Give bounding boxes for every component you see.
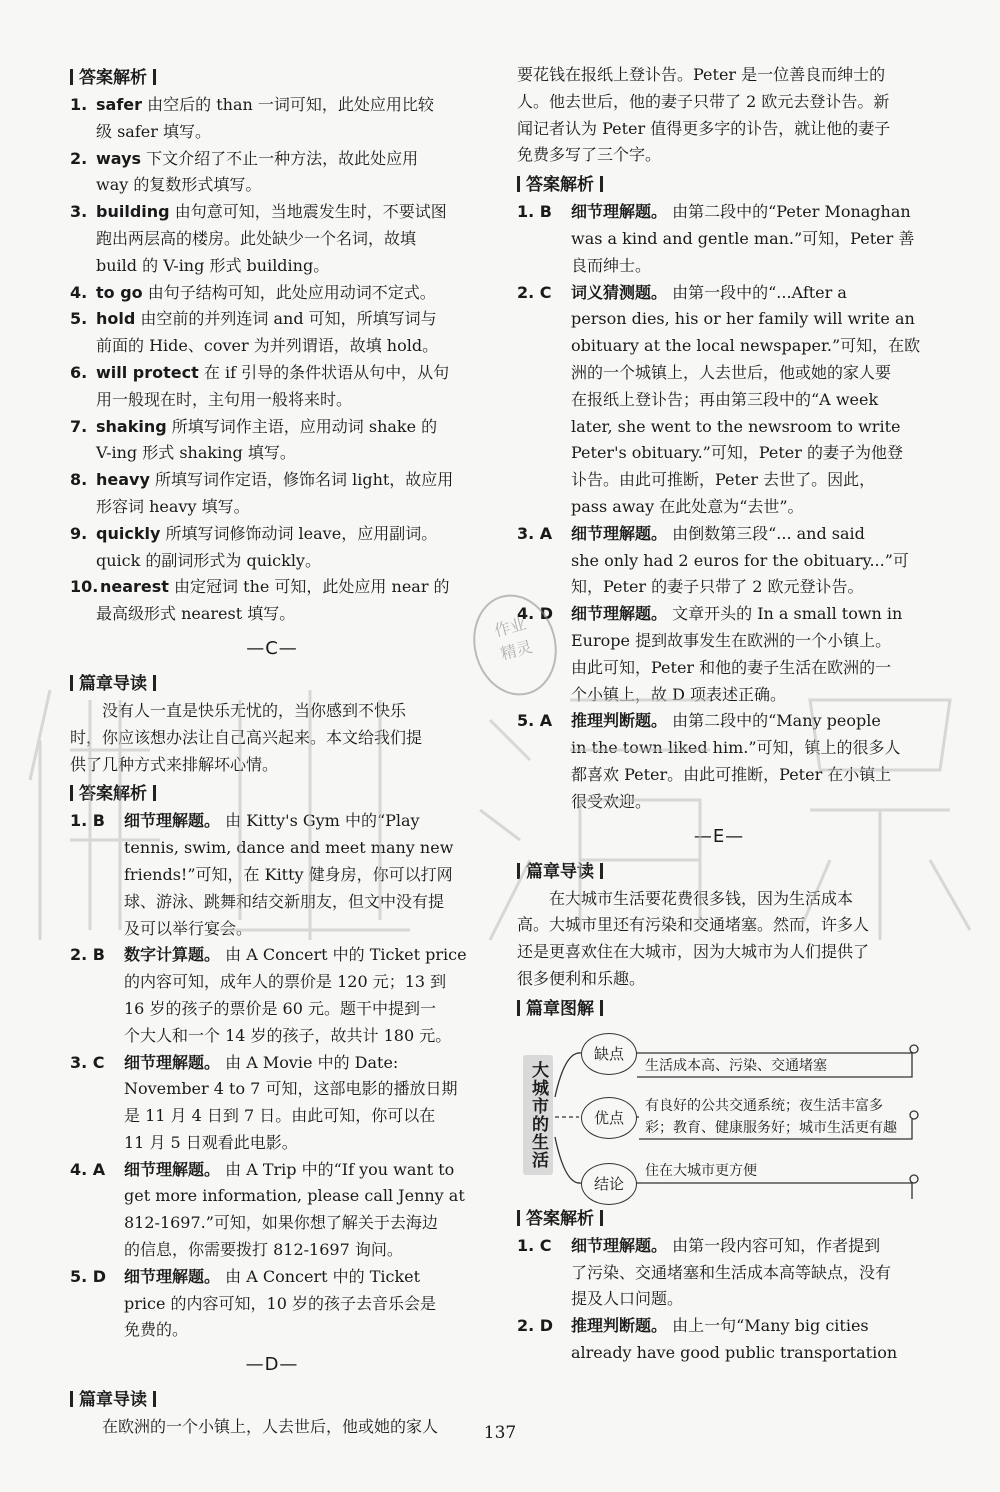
paragraph-line: 供了几种方式来排解坏心情。: [70, 754, 279, 774]
answer-number: 2. D: [517, 1316, 554, 1336]
part-label: —D—: [245, 1354, 299, 1376]
answer-line: was a kind and gentle man.”可知，Peter 善: [571, 228, 915, 248]
section-heading: 答案解析: [517, 1205, 921, 1233]
answer-keyword: nearest: [100, 577, 169, 597]
answer-text: 文章开头的 In a small town in: [672, 604, 903, 624]
answer-keyword: 细节理解题。: [124, 1159, 221, 1179]
answer-line: way 的复数形式填写。: [96, 175, 262, 195]
answer-line: friends!”可知，在 Kitty 健身房，你可以打网: [124, 864, 453, 884]
answer-keyword: quickly: [96, 523, 161, 543]
answer-line: 的信息，你需要拨打 812-1697 询问。: [124, 1240, 403, 1260]
answer-number: 6.: [70, 362, 88, 382]
answer-keyword: 细节理解题。: [124, 1266, 221, 1286]
answer-line: 了污染、交通堵塞和生活成本高等缺点，没有: [571, 1262, 892, 1282]
answer-keyword: 细节理解题。: [124, 811, 221, 831]
answer-line: 洲的一个城镇上，人去世后，他或她的家人要: [571, 362, 892, 382]
answer-number: 4.: [70, 282, 88, 302]
answer-line: 球、游泳、跳舞和结交新朋友，但文中没有提: [124, 891, 445, 911]
answer-item: [517, 1233, 921, 1260]
answer-line: obituary at the local newspaper.”可知，在欧: [571, 336, 921, 356]
answer-line: 用一般现在时，主句用一般将来时。: [96, 389, 353, 409]
answer-text: 在 if 引导的条件状语从句中，从句: [203, 362, 450, 382]
answer-item: [70, 199, 474, 226]
answer-number: 2. B: [70, 945, 105, 965]
answer-text: 所填写词作主语，应用动词 shake 的: [171, 416, 438, 436]
answer-item: [70, 942, 474, 969]
section-heading: 篇章导读: [70, 1386, 474, 1414]
paragraph-line: 要花钱在报纸上登讣告。Peter 是一位善良而绅士的: [517, 65, 886, 84]
answer-text: 由第一段中的“...After a: [672, 282, 847, 302]
mindmap-root: 大城市的生活: [523, 1055, 553, 1175]
part-label: —C—: [246, 637, 298, 659]
answer-keyword: hold: [96, 309, 136, 329]
answer-line: 在报纸上登讣告；再由第三段中的“A week: [571, 389, 879, 409]
answer-line: 是 11 月 4 日到 7 日。由此可知，你可以在: [124, 1106, 436, 1126]
answer-item: [517, 199, 921, 226]
section-heading: 答案解析: [70, 780, 474, 808]
answer-line: pass away 在此处意为“去世”。: [571, 496, 804, 516]
answer-text: 由第二段中的“Many people: [672, 711, 881, 731]
paragraph-line: 人。他去世后，他的妻子只带了 2 欧元去登讣告。新: [517, 91, 890, 111]
mindmap-node-conclusion: 结论: [581, 1163, 637, 1205]
answer-text: 由 A Concert 中的 Ticket price: [225, 945, 467, 965]
answer-line: 形容词 heavy 填写。: [96, 496, 250, 516]
answer-keyword: 词义猜测题。: [571, 282, 668, 302]
answer-number: 1. B: [70, 811, 105, 831]
paragraph-line: 闻记者认为 Peter 值得更多字的讣告，就让他的妻子: [517, 118, 891, 138]
section-heading: 答案解析: [517, 171, 921, 199]
answer-text: 由空前的并列连词 and 可知，所填写词与: [140, 309, 437, 329]
svg-text:作业: 作业: [492, 613, 529, 641]
answer-keyword: 推理判断题。: [571, 711, 668, 731]
page-number: 137: [483, 1423, 517, 1443]
answer-number: 3.: [70, 202, 88, 222]
answer-item: [70, 414, 474, 441]
answer-number: 4. A: [70, 1159, 106, 1179]
answer-text: 由 A Trip 中的“If you want to: [225, 1159, 455, 1179]
answer-text: 由 A Movie 中的 Date:: [225, 1052, 399, 1072]
section-heading: 答案解析: [70, 64, 474, 92]
answer-item: [517, 1313, 921, 1340]
answer-number: 4. D: [517, 604, 554, 624]
answer-item: [517, 601, 921, 628]
answer-item: [70, 92, 474, 119]
section-heading: 篇章导读: [70, 670, 474, 698]
answer-line: November 4 to 7 可知，这部电影的播放日期: [124, 1079, 458, 1099]
answer-number: 10.: [70, 577, 99, 597]
answer-text: 由第一段内容可知，作者提到: [672, 1235, 881, 1255]
answer-text: 由 Kitty's Gym 中的“Play: [225, 811, 420, 831]
answer-item: [70, 146, 474, 173]
answer-line: 提及人口问题。: [571, 1289, 684, 1309]
answer-line: 知，Peter 的妻子只带了 2 欧元登讣告。: [571, 577, 864, 597]
answer-keyword: 数字计算题。: [124, 945, 221, 965]
answer-number: 2.: [70, 148, 88, 168]
answer-item: [70, 521, 474, 548]
answer-line: 良而绅士。: [571, 255, 652, 275]
answer-line: already have good public transportation: [571, 1342, 898, 1362]
answer-number: 8.: [70, 470, 88, 490]
answer-text: 由 A Concert 中的 Ticket: [225, 1266, 421, 1286]
paragraph-line: 在欧洲的一个小镇上，人去世后，他或她的家人: [102, 1417, 439, 1437]
answer-number: 7.: [70, 416, 88, 436]
answer-line: get more information, please call Jenny at: [124, 1186, 465, 1206]
answer-line: 16 岁的孩子的票价是 60 元。题干中提到一: [124, 998, 436, 1018]
answer-item: [517, 280, 921, 307]
answer-text: 由句子结构可知，此处应用动词不定式。: [147, 282, 436, 302]
answer-line: 前面的 Hide、cover 为并列谓语，故填 hold。: [96, 336, 439, 356]
answer-text: 由句意可知，当地震发生时，不要试图: [174, 202, 447, 222]
answer-text: 由定冠词 the 可知，此处应用 near 的: [174, 577, 450, 597]
answer-line: quick 的副词形式为 quickly。: [96, 550, 321, 570]
answer-keyword: will protect: [96, 362, 199, 382]
answer-item: [70, 360, 474, 387]
answer-line: V-ing 形式 shaking 填写。: [96, 443, 296, 463]
answer-line: 最高级形式 nearest 填写。: [96, 604, 296, 624]
section-heading: 篇章图解: [517, 995, 921, 1023]
answer-text: 所填写词作定语，修饰名词 light，故应用: [155, 470, 454, 490]
mindmap-text: 彩；教育、健康服务好；城市生活更有趣: [645, 1119, 897, 1136]
answer-line: 的内容可知，成年人的票价是 120 元；13 到: [124, 972, 447, 992]
answer-line: 跑出两层高的楼房。此处缺少一个名词，故填: [96, 228, 417, 248]
answer-line: 及可以举行宴会。: [124, 918, 253, 938]
paragraph-line: 很多便利和乐趣。: [517, 968, 646, 988]
answer-keyword: 细节理解题。: [571, 523, 668, 543]
answer-line: price 的内容可知，10 岁的孩子去音乐会是: [124, 1293, 436, 1313]
answer-line: Peter's obituary.”可知，Peter 的妻子为他登: [571, 443, 904, 463]
answer-number: 1.: [70, 95, 88, 114]
answer-item: [70, 467, 474, 494]
answer-line: Europe 提到故事发生在欧洲的一个小镇上。: [571, 630, 892, 650]
paragraph-line: 时，你应该想办法让自己高兴起来。本文给我们提: [70, 727, 423, 747]
answer-line: 11 月 5 日观看此电影。: [124, 1132, 298, 1152]
answer-line: tennis, swim, dance and meet many new: [124, 838, 454, 858]
answer-item: [70, 808, 474, 835]
paragraph-line: 还是更喜欢住在大城市，因为大城市为人们提供了: [517, 942, 870, 962]
answer-number: 5. D: [70, 1266, 107, 1286]
answer-item: [517, 521, 921, 548]
answer-line: 个小镇上，故 D 项表述正确。: [571, 684, 787, 704]
answer-line: she only had 2 euros for the obituary...”可: [571, 550, 909, 570]
answer-number: 1. C: [517, 1235, 552, 1255]
paragraph-line: 没有人一直是快乐无忧的，当你感到不快乐: [102, 700, 407, 720]
stamp-logo: [470, 590, 560, 700]
section-heading: 篇章导读: [517, 858, 921, 886]
answer-number: 5.: [70, 309, 88, 329]
answer-number: 5. A: [517, 711, 553, 731]
mindmap-node-disadvantages: 缺点: [581, 1033, 637, 1075]
answer-line: later, she went to the newsroom to write: [571, 416, 901, 436]
mindmap-text: 有良好的公共交通系统；夜生活丰富多: [645, 1097, 883, 1114]
answer-number: 3. A: [517, 523, 553, 543]
mindmap-text: 生活成本高、污染、交通堵塞: [645, 1057, 827, 1074]
answer-keyword: 推理判断题。: [571, 1316, 668, 1336]
answer-keyword: ways: [96, 148, 142, 168]
answer-text: 由上一句“Many big cities: [672, 1316, 869, 1336]
paragraph-line: 在大城市生活要花费很多钱，因为生活成本: [549, 888, 854, 908]
answer-line: 级 safer 填写。: [96, 121, 211, 141]
answer-text: 由倒数第三段“... and said: [672, 523, 865, 543]
answer-line: 很受欢迎。: [571, 791, 652, 811]
answer-item: [70, 280, 474, 307]
answer-line: 812-1697.”可知，如果你想了解关于去海边: [124, 1213, 438, 1233]
answer-item: [517, 708, 921, 735]
answer-keyword: safer: [96, 95, 143, 114]
answer-text: 由第二段中的“Peter Monaghan: [672, 202, 911, 222]
answer-item: [70, 1264, 474, 1291]
answer-number: 1. B: [517, 202, 552, 222]
answer-item: [70, 574, 474, 601]
answer-keyword: heavy: [96, 470, 150, 490]
right-column: [517, 62, 921, 1367]
answer-line: 讣告。由此可推断，Peter 去世了。因此，: [571, 470, 876, 490]
answer-line: build 的 V-ing 形式 building。: [96, 255, 330, 275]
svg-text:精灵: 精灵: [498, 636, 535, 664]
answer-line: 由此可知，Peter 和他的妻子生活在欧洲的一: [571, 657, 892, 677]
answer-item: [70, 306, 474, 333]
answer-keyword: 细节理解题。: [571, 202, 668, 222]
answer-line: 都喜欢 Peter。由此可推断，Peter 在小镇上: [571, 764, 892, 784]
answer-keyword: 细节理解题。: [571, 1235, 668, 1255]
answer-keyword: to go: [96, 282, 143, 302]
part-label: —E—: [693, 825, 745, 847]
paragraph-line: 高。大城市里还有污染和交通堵塞。然而，许多人: [517, 915, 870, 935]
answer-line: person dies, his or her family will write an: [571, 309, 915, 329]
paragraph-line: 免费多写了三个字。: [517, 145, 662, 165]
left-column: [70, 62, 474, 1441]
answer-text: 所填写词修饰动词 leave，应用副词。: [165, 523, 438, 543]
answer-number: 3. C: [70, 1052, 105, 1072]
answer-text: 由空后的 than 一词可知，此处应用比较: [147, 95, 434, 114]
answer-item: [70, 1157, 474, 1184]
answer-keyword: 细节理解题。: [124, 1052, 221, 1072]
answer-line: 免费的。: [124, 1320, 189, 1340]
answer-keyword: building: [96, 202, 170, 222]
answer-line: 个大人和一个 14 岁的孩子，故共计 180 元。: [124, 1025, 452, 1045]
answer-text: 下文介绍了不止一种方法，故此处应用: [146, 148, 419, 168]
answer-keyword: 细节理解题。: [571, 604, 668, 624]
answer-keyword: shaking: [96, 416, 167, 436]
answer-number: 2. C: [517, 282, 552, 302]
answer-item: [70, 1050, 474, 1077]
mindmap-node-advantages: 优点: [581, 1097, 637, 1139]
mindmap-diagram: [517, 1027, 921, 1199]
answer-number: 9.: [70, 523, 88, 543]
mindmap-text: 住在大城市更方便: [645, 1162, 757, 1179]
answer-line: in the town liked him.”可知，镇上的很多人: [571, 738, 901, 758]
